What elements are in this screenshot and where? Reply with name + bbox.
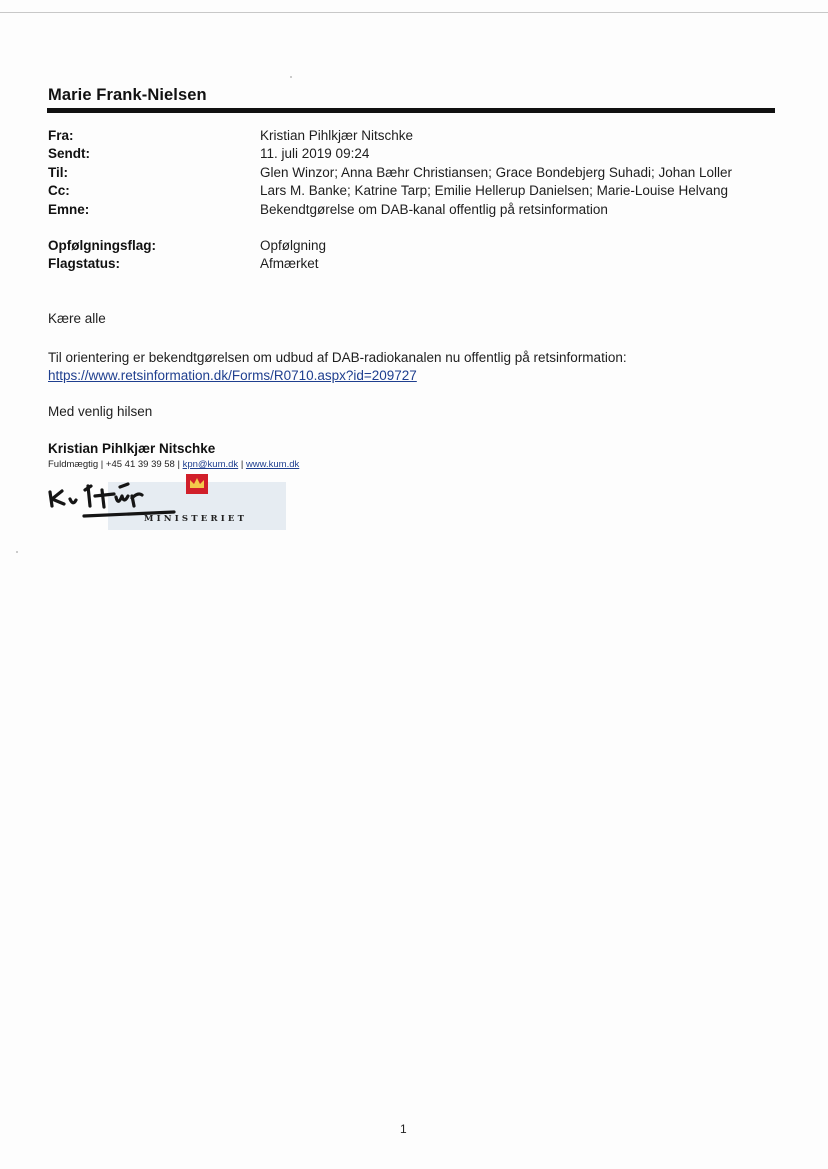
header-row-cc <box>48 182 768 200</box>
ministry-wordmark: MINISTERIET <box>144 514 248 524</box>
flag-section <box>48 237 768 274</box>
to-value: Glen Winzor; Anna Bæhr Christiansen; Grace Bondebjerg Suhadi; Johan Loller <box>260 164 733 180</box>
flag-row <box>48 237 768 255</box>
scan-speck <box>16 551 18 553</box>
signature-website-link[interactable]: www.kum.dk <box>245 459 300 470</box>
flag-status-row <box>48 255 768 273</box>
header-row-sent <box>48 145 768 163</box>
cc-label: Cc: <box>48 183 70 199</box>
signature-name: Kristian Pihlkjær Nitschke <box>48 441 216 456</box>
to-label: Til: <box>48 164 68 180</box>
flag-status-label: Flagstatus: <box>48 256 121 272</box>
flag-status-value: Afmærket <box>260 256 319 272</box>
retsinformation-link[interactable]: https://www.retsinformation.dk/Forms/R0710.aspx?id=209727 <box>48 368 417 383</box>
greeting-text: Kære alle <box>48 311 106 326</box>
cc-value: Lars M. Banke; Katrine Tarp; Emilie Hellerup Danielsen; Marie-Louise Helvang <box>260 183 728 199</box>
signature-email-link[interactable]: kpn@kum.dk <box>182 459 239 470</box>
page-number: 1 <box>400 1122 407 1136</box>
header-row-to <box>48 164 768 182</box>
closing-text: Med venlig hilsen <box>48 404 153 419</box>
header-row-subject <box>48 201 768 219</box>
signature-separator: | <box>240 459 244 470</box>
header-row-from <box>48 127 768 145</box>
signature-contact <box>48 459 299 470</box>
signature-title-phone: Fuldmægtig | +45 41 39 39 58 | <box>48 459 180 470</box>
crown-icon <box>186 474 208 494</box>
title-divider <box>47 108 775 113</box>
scan-speck <box>290 76 292 78</box>
sent-value: 11. juli 2019 09:24 <box>260 146 370 162</box>
page-title: Marie Frank-Nielsen <box>48 86 207 104</box>
intro-text: Til orientering er bekendtgørelsen om udbud af DAB-radiokanalen nu offentlig på retsinformation: <box>48 350 627 365</box>
top-edge-rule <box>0 12 828 13</box>
sent-label: Sendt: <box>48 146 90 162</box>
flag-label: Opfølgningsflag: <box>48 238 156 253</box>
from-label: Fra: <box>48 128 74 143</box>
email-header <box>48 127 768 219</box>
subject-value: Bekendtgørelse om DAB-kanal offentlig på retsinformation <box>260 201 608 217</box>
flag-value: Opfølgning <box>260 238 327 253</box>
from-value: Kristian Pihlkjær Nitschke <box>260 128 414 143</box>
subject-label: Emne: <box>48 201 90 217</box>
